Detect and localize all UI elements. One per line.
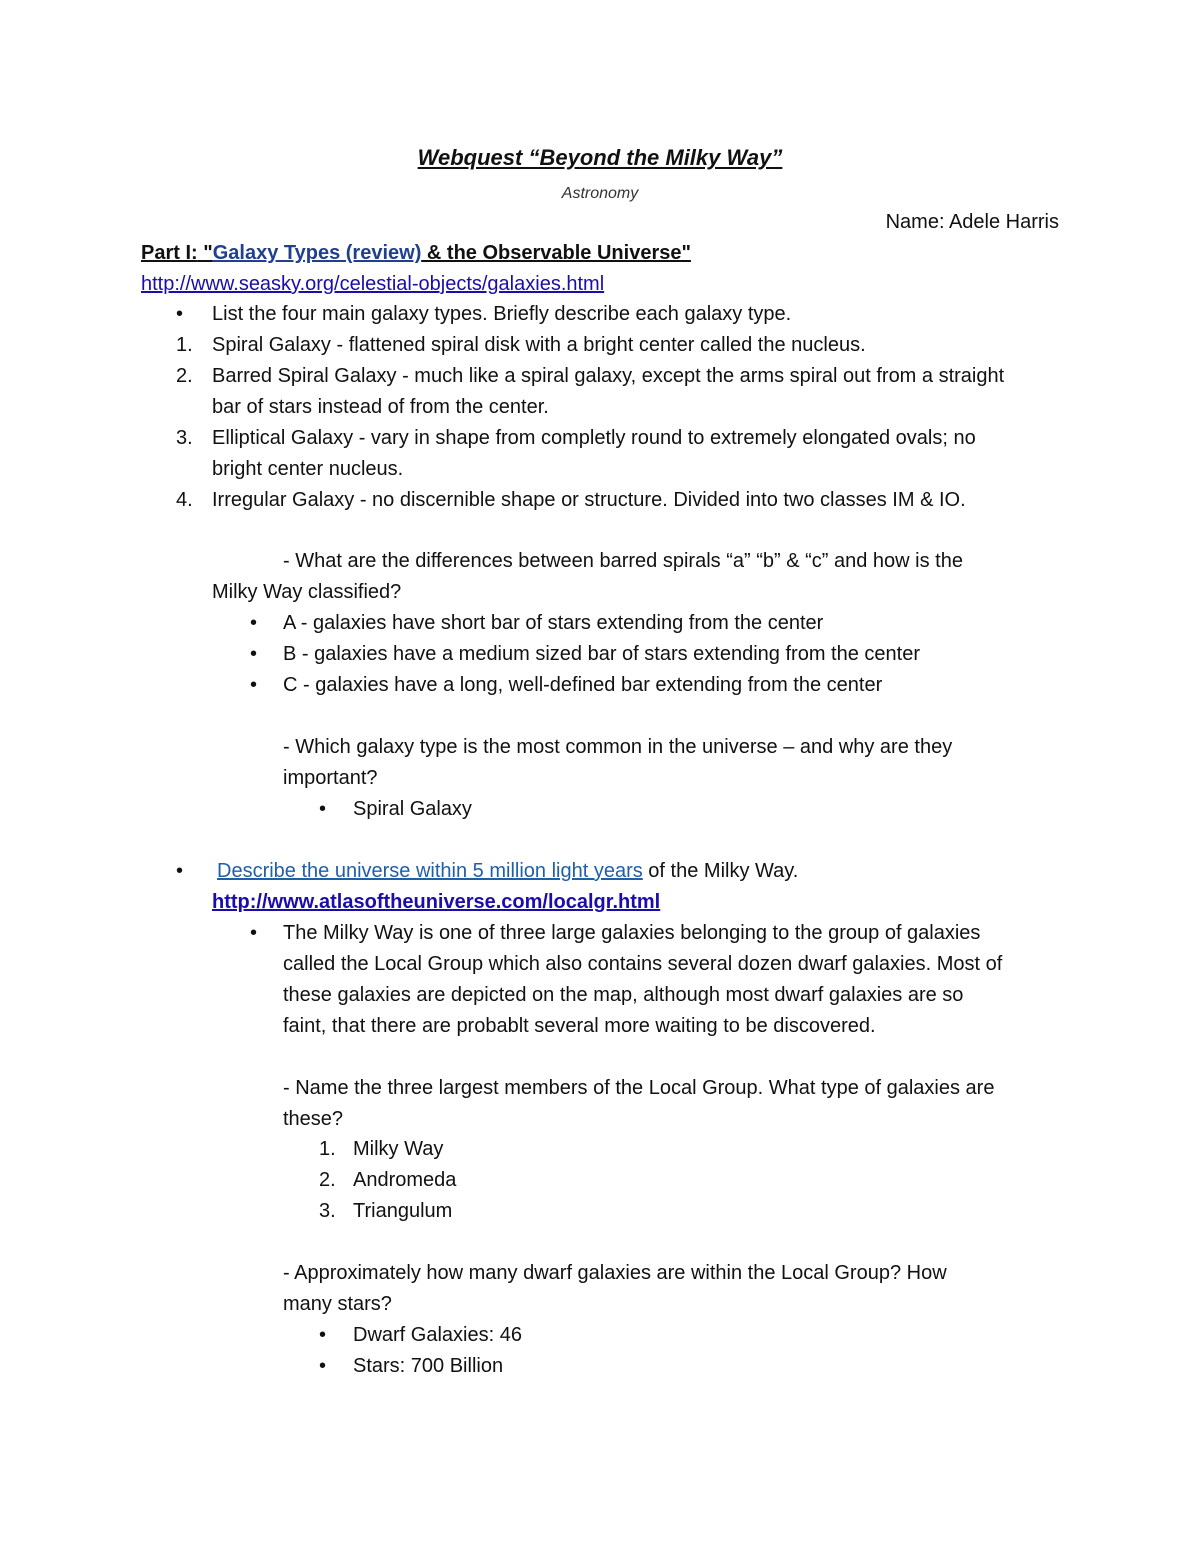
list-item: Elliptical Galaxy - vary in shape from completly round to extremely elongated ovals; no <box>212 427 976 449</box>
list-number: 1. <box>319 1138 336 1160</box>
bullet-icon: • <box>176 860 184 882</box>
part-label: Part I: <box>141 242 198 264</box>
list-number: 2. <box>319 1169 336 1191</box>
paragraph-line: The Milky Way is one of three large galaxies belonging to the group of galaxies <box>283 922 981 944</box>
list-item-continuation: bar of stars instead of from the center. <box>212 396 549 418</box>
bullet-icon: • <box>319 798 327 820</box>
document-subtitle: Astronomy <box>561 185 639 202</box>
list-item: Irregular Galaxy - no discernible shape or structure. Divided into two classes IM & IO. <box>212 489 966 511</box>
paragraph-line: called the Local Group which also contains several dozen dwarf galaxies. Most of <box>283 953 1003 975</box>
bullet-icon: • <box>250 922 258 944</box>
bullet-icon: • <box>319 1355 327 1377</box>
answer-most-common: Spiral Galaxy <box>353 798 472 820</box>
list-item: B - galaxies have a medium sized bar of stars extending from the center <box>283 643 920 665</box>
question-dwarf-galaxies: - Approximately how many dwarf galaxies are within the Local Group? How <box>283 1262 947 1284</box>
answer-star-count: Stars: 700 Billion <box>353 1355 504 1377</box>
question-most-common-cont: important? <box>283 767 378 789</box>
bullet-icon: • <box>250 643 258 665</box>
paragraph-line: faint, that there are probablt several more waiting to be discovered. <box>283 1015 876 1037</box>
list-item: Barred Spiral Galaxy - much like a spiral galaxy, except the arms spiral out from a straight <box>212 365 1005 387</box>
list-item: A - galaxies have short bar of stars extending from the center <box>283 612 824 634</box>
seasky-link[interactable]: http://www.seasky.org/celestial-objects/galaxies.html <box>141 273 605 295</box>
bullet-icon: • <box>250 612 258 634</box>
paragraph-line: these galaxies are depicted on the map, although most dwarf galaxies are so <box>283 984 964 1006</box>
list-item: Andromeda <box>353 1169 457 1191</box>
bullet-icon: • <box>319 1324 327 1346</box>
heading-rest: & the Observable Universe" <box>421 242 691 264</box>
describe-universe-link[interactable]: Describe the universe within 5 million light years <box>217 860 643 882</box>
galaxy-types-link[interactable]: Galaxy Types (review) <box>212 242 422 264</box>
list-item: Spiral Galaxy - flattened spiral disk with a bright center called the nucleus. <box>212 334 866 356</box>
list-number: 1. <box>176 334 193 356</box>
heading-quote: " <box>197 242 213 264</box>
list-item: Triangulum <box>353 1200 453 1222</box>
question-barred-spirals: - What are the differences between barred spirals “a” “b” & “c” and how is the <box>283 550 963 572</box>
list-number: 3. <box>176 427 193 449</box>
document-title: Webquest “Beyond the Milky Way” <box>417 145 783 170</box>
question-largest-members: - Name the three largest members of the Local Group. What type of galaxies are <box>283 1077 995 1099</box>
list-number: 4. <box>176 489 193 511</box>
question-dwarf-galaxies-cont: many stars? <box>283 1293 392 1315</box>
bullet-icon: • <box>176 303 184 325</box>
question-galaxy-types: List the four main galaxy types. Briefly describe each galaxy type. <box>212 303 792 325</box>
list-number: 3. <box>319 1200 336 1222</box>
student-name: Name: Adele Harris <box>885 211 1059 233</box>
list-item: C - galaxies have a long, well-defined bar extending from the center <box>283 674 883 696</box>
list-number: 2. <box>176 365 193 387</box>
atlas-link[interactable]: http://www.atlasoftheuniverse.com/localgr.html <box>212 891 661 913</box>
question-largest-members-cont: these? <box>283 1108 344 1130</box>
question-most-common: - Which galaxy type is the most common in the universe – and why are they <box>283 736 953 758</box>
answer-dwarf-count: Dwarf Galaxies: 46 <box>353 1324 522 1346</box>
list-item: Milky Way <box>353 1138 444 1160</box>
part-one-heading <box>141 241 691 265</box>
describe-universe-rest: of the Milky Way. <box>642 860 799 882</box>
question-barred-spirals-cont: Milky Way classified? <box>212 581 402 603</box>
list-item-continuation: bright center nucleus. <box>212 458 404 480</box>
bullet-icon: • <box>250 674 258 696</box>
